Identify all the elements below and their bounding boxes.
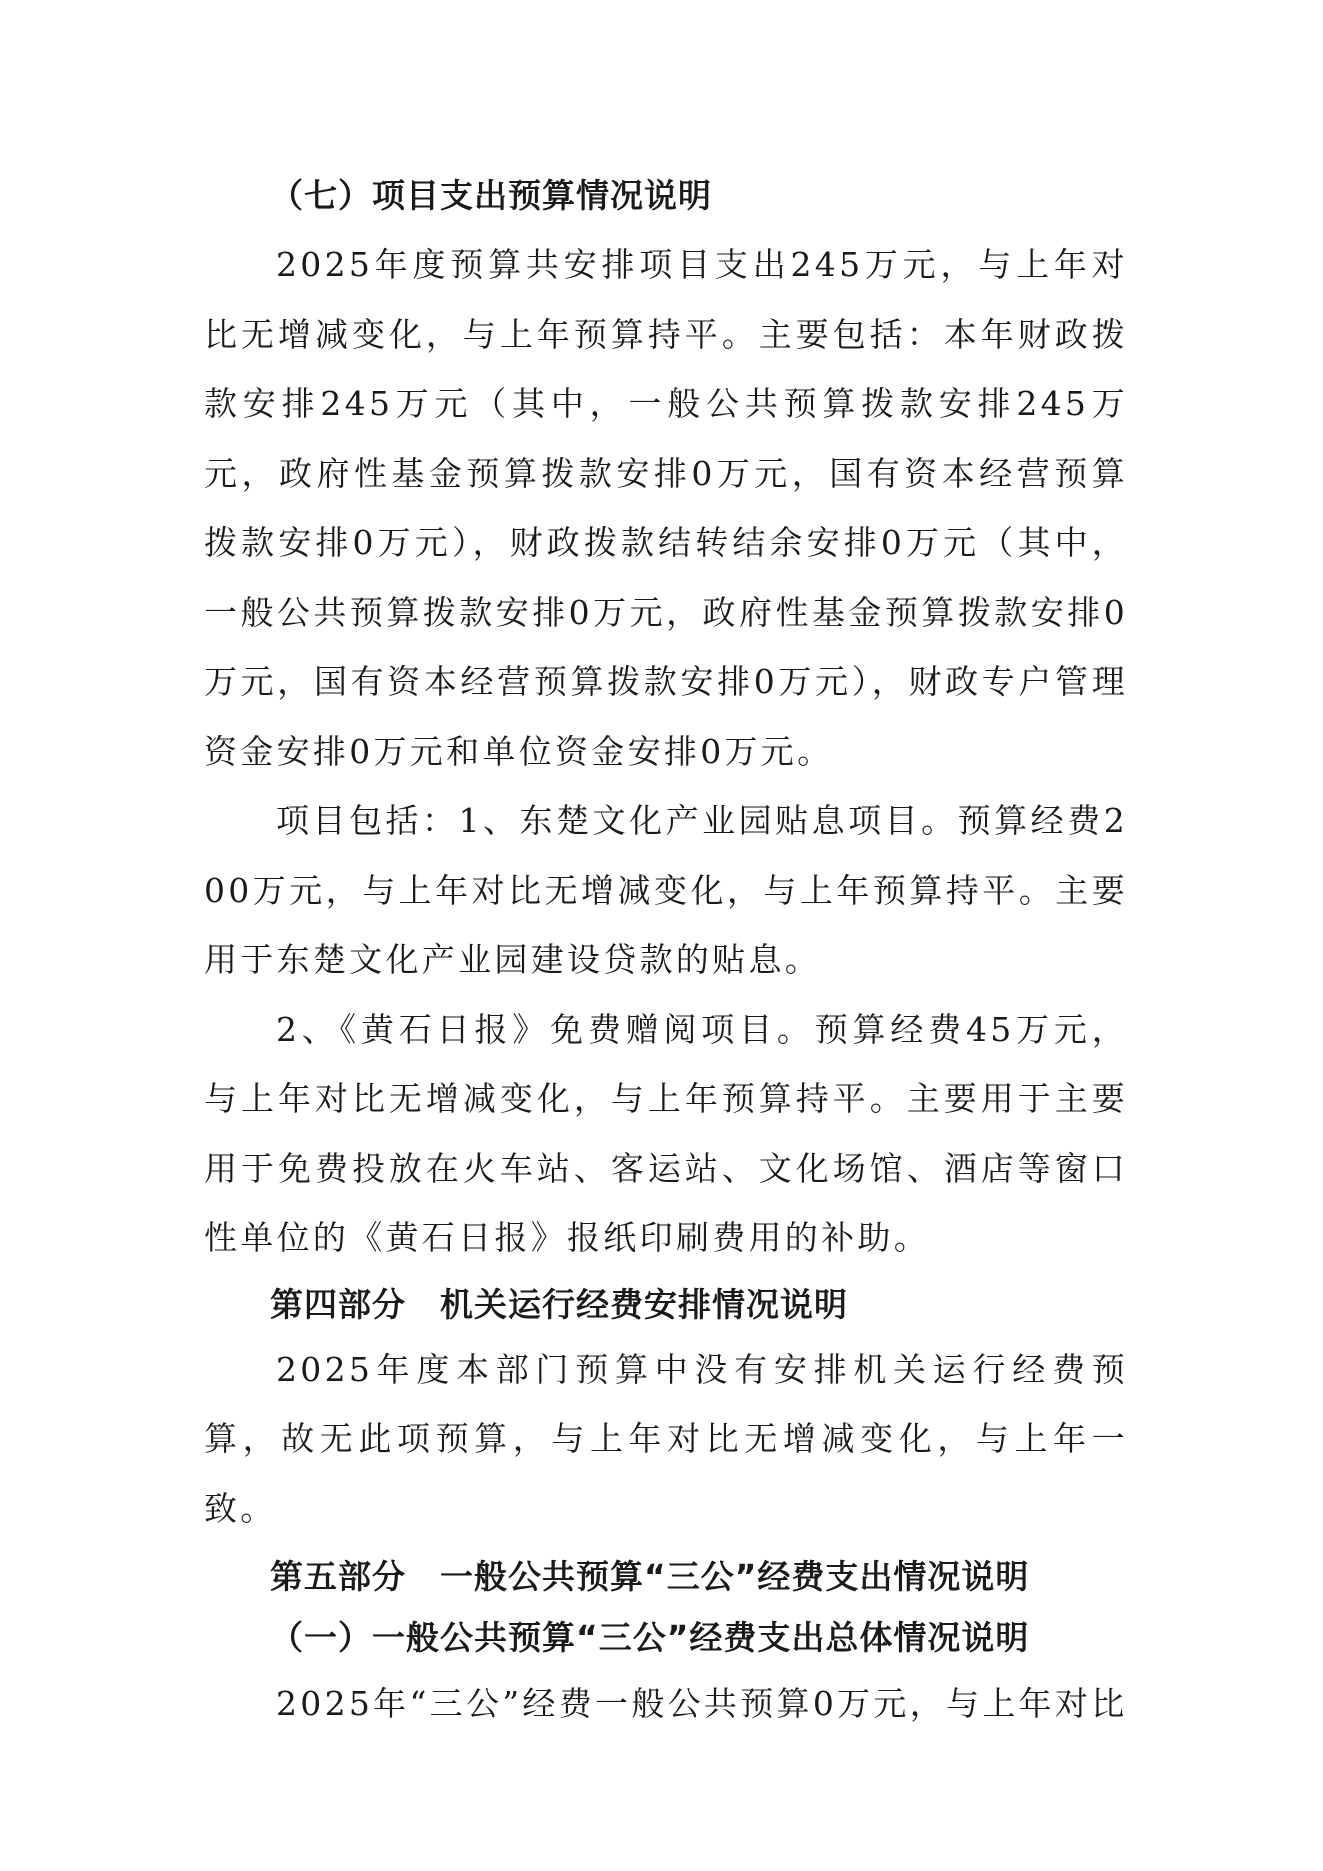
section-heading-project-expenditure: （七）项目支出预算情况说明 (270, 176, 712, 215)
paragraph-project-item-1: 项目包括：1、东楚文化产业园贴息项目。预算经费200万元，与上年对比无增减变化，与上年预算持平。主要用于东楚文化产业园建设贷款的贴息。 (204, 801, 1128, 979)
part-heading-three-public-expenses: 第五部分 一般公共预算“三公”经费支出情况说明 (270, 1557, 1030, 1596)
paragraph-three-public-overall: 2025年“三公”经费一般公共预算0万元，与上年对比 (276, 1684, 1128, 1723)
paragraph-operating-expenses: 2025年度本部门预算中没有安排机关运行经费预算，故无此项预算，与上年对比无增减变化，与上年一致。 (204, 1349, 1128, 1528)
document-body (204, 167, 1128, 1739)
part-heading-operating-expenses: 第四部分 机关运行经费安排情况说明 (270, 1284, 848, 1324)
paragraph-project-item-2: 2、《黄石日报》免费赠阅项目。预算经费45万元，与上年对比无增减变化，与上年预算持平。主要用于主要用于免费投放在火车站、客运站、文化场馆、酒店等窗口性单位的《黄石日报》报纸印刷费用的补助。 (204, 1009, 1128, 1257)
section-heading-three-public-overall: （一）一般公共预算“三公”经费支出总体情况说明 (270, 1618, 1030, 1657)
paragraph-project-expenditure-summary: 2025年度预算共安排项目支出245万元，与上年对比无增减变化，与上年预算持平。主要包括：本年财政拨款安排245万元（其中，一般公共预算拨款安排245万元，政府性基金预算拨款安排0万元，国有资本经营预算拨款安排0万元），财政拨款结转结余安排0万元（其中，一般公共预算拨款安排0万元，政府性基金预算拨款安排0万元，国有资本经营预算拨款安排0万元），财政专户管理资金安排0万元和单位资金安排0万元。 (204, 245, 1128, 771)
